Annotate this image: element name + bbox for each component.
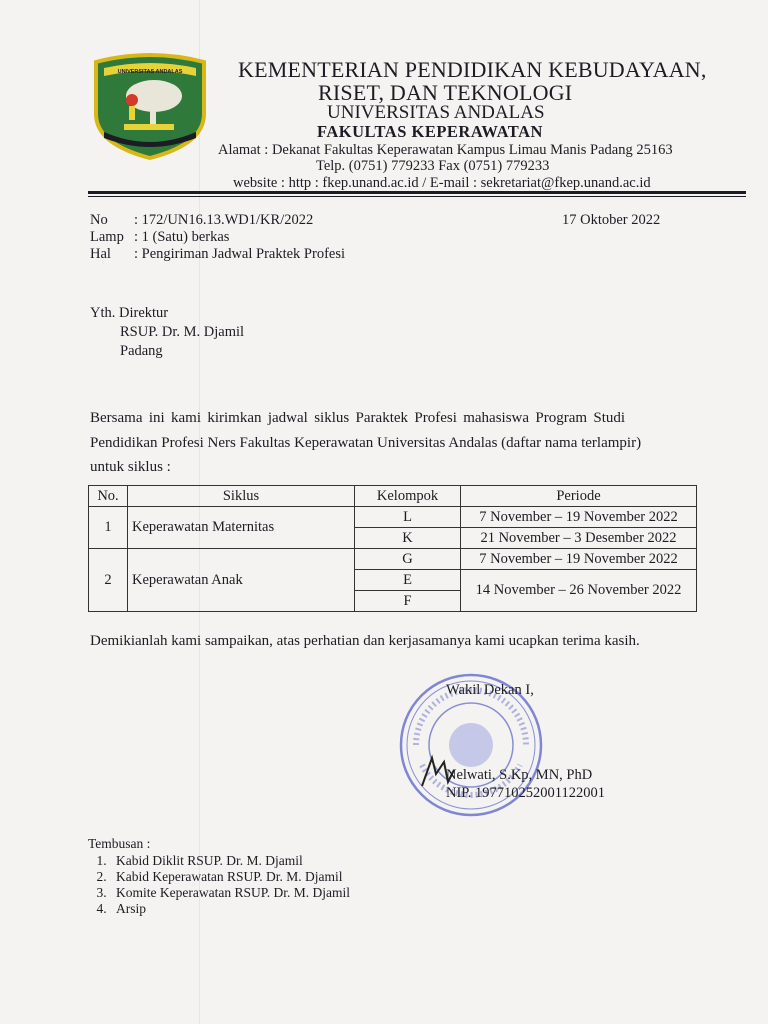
meta-lamp-value: : 1 (Satu) berkas [134,229,230,245]
header-ministry-line1: KEMENTERIAN PENDIDIKAN KEBUDAYAAN, [238,57,707,82]
table-cell-kelompok: G [355,549,461,570]
signature-nip: NIP. 197710252001122001 [446,785,605,801]
table-cell-kelompok: L [355,507,461,528]
header-university: UNIVERSITAS ANDALAS [327,102,545,123]
table-cell-periode: 7 November – 19 November 2022 [461,507,697,528]
letter-date: 17 Oktober 2022 [562,212,661,228]
meta-no-value: : 172/UN16.13.WD1/KR/2022 [134,212,314,228]
body-paragraph-line3: untuk siklus : [90,459,171,475]
list-item: 2. Kabid Keperawatan RSUP. Dr. M. Djamil [110,869,350,885]
table-row [89,507,697,528]
recipient-line2: RSUP. Dr. M. Djamil [120,324,245,340]
table-cell-siklus: Keperawatan Maternitas [128,507,355,549]
signature-title: Wakil Dekan I, [446,682,534,698]
header-web: website : http : fkep.unand.ac.id / E-mail : sekretariat@fkep.unand.ac.id [233,175,651,191]
list-item: 4. Arsip [110,901,350,917]
table-header-row [89,486,697,507]
recipient-line1: Yth. Direktur [90,305,169,321]
header-ministry-line2: RISET, DAN TEKNOLOGI [318,80,573,105]
university-logo [90,52,210,160]
table-cell-periode: 7 November – 19 November 2022 [461,549,697,570]
meta-lamp-label: Lamp [90,229,124,245]
list-item: 3. Komite Keperawatan RSUP. Dr. M. Djamil [110,885,350,901]
table-cell-kelompok: F [355,591,461,612]
table-cell-periode: 14 November – 26 November 2022 [461,570,697,612]
signature-name: Nelwati, S.Kp, MN, PhD [446,767,593,783]
closing-text: Demikianlah kami sampaikan, atas perhatian dan kerjasamanya kami ucapkan terima kasih. [90,633,640,649]
table-cell-kelompok: K [355,528,461,549]
meta-hal-label: Hal [90,246,111,262]
table-header-siklus: Siklus [128,486,355,507]
cc-title: Tembusan : [88,836,151,851]
table-cell-periode: 21 November – 3 Desember 2022 [461,528,697,549]
list-item: 1. Kabid Diklit RSUP. Dr. M. Djamil [110,853,350,869]
header-phone: Telp. (0751) 779233 Fax (0751) 779233 [316,158,550,174]
table-header-no: No. [89,486,128,507]
table-cell-no: 1 [89,507,128,549]
table-header-kelompok: Kelompok [355,486,461,507]
cc-list [88,853,350,917]
meta-no-label: No [90,212,108,228]
header-faculty: FAKULTAS KEPERAWATAN [317,122,543,141]
schedule-table [88,485,697,612]
header-address: Alamat : Dekanat Fakultas Keperawatan Kampus Limau Manis Padang 25163 [218,142,673,158]
body-paragraph-line1: Bersama ini kami kirimkan jadwal siklus Paraktek Profesi mahasiswa Program Studi [90,410,626,426]
meta-hal-value: : Pengiriman Jadwal Praktek Profesi [134,246,346,262]
svg-text:UNIVERSITAS ANDALAS: UNIVERSITAS ANDALAS [117,69,183,75]
table-cell-kelompok: E [355,570,461,591]
body-paragraph-line2: Pendidikan Profesi Ners Fakultas Keperawatan Universitas Andalas (daftar nama terlampir) [90,435,642,451]
header-rule-thick [88,191,746,194]
recipient-line3: Padang [120,343,163,359]
table-header-periode: Periode [461,486,697,507]
table-cell-no: 2 [89,549,128,612]
table-cell-siklus: Keperawatan Anak [128,549,355,612]
table-row [89,549,697,570]
header-rule-thin [88,196,746,197]
